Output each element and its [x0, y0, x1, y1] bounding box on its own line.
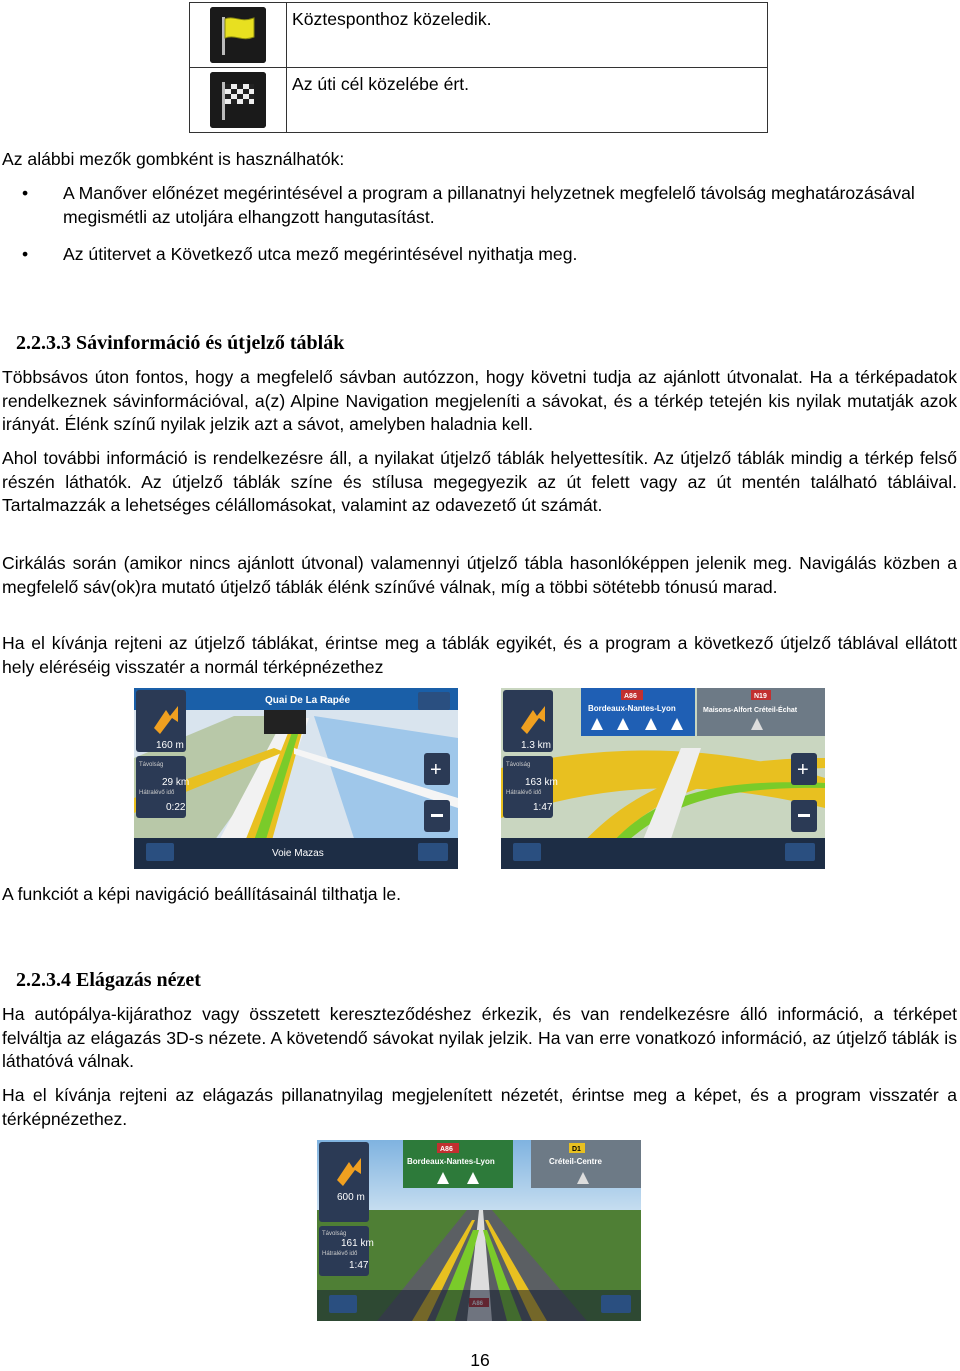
intro-text: Az alábbi mezők gombként is használhatók: [2, 149, 345, 169]
menu-icon[interactable] [146, 843, 174, 861]
svg-text:Távolság: Távolság [322, 1231, 347, 1237]
paragraph: Ha el kívánja rejteni az útjelző táblákat, érintse meg a táblák egyikét, és a program a következő útjelző táblával ellátott hely eléréséig visszatér a normál térképnézethez [2, 633, 957, 677]
distance-readout: 160 m [156, 740, 184, 751]
page-number: 16 [470, 1350, 490, 1370]
paragraph: A funkciót a képi navigáció beállításainál tilthatja le. [2, 884, 402, 904]
menu-icon[interactable] [513, 843, 541, 861]
checkered-flag-icon [210, 72, 266, 128]
svg-text:A86: A86 [624, 693, 637, 700]
svg-text:0:22: 0:22 [166, 802, 186, 813]
sound-icon[interactable] [785, 843, 815, 861]
section-heading: 2.2.3.3 Sávinformáció és útjelző táblák [16, 332, 345, 354]
zoom-in-icon[interactable]: + [797, 759, 809, 781]
paragraph: Többsávos úton fontos, hogy a megfelelő sávban autózzon, hogy követni tudja az ajánlott útvonalat. Ha a térképadatok rendelkeznek sávinformációval, a(z) Alpine Navigation megjeleníti a sávokat, és a térkép tetején kis nyilak mutatják azok irányát. Élénk színű nyilak jelzik azt a sávot, amelyben haladnia kell. [2, 367, 957, 434]
junction-view-screenshot [317, 1140, 641, 1321]
svg-text:Távolság: Távolság [139, 762, 164, 768]
svg-text:Hátralévő idő: Hátralévő idő [139, 790, 175, 796]
yellow-flag-icon [210, 7, 266, 63]
zoom-in-icon[interactable]: + [430, 759, 442, 781]
svg-text:1:47: 1:47 [349, 1260, 369, 1271]
paragraph: Cirkálás során (amikor nincs ajánlott útvonal) valamennyi útjelző tábla hasonlóképpen jelenik meg. Navigálás közben a megfelelő sáv(ok)ra mutató útjelző táblák élénk színűvé válnak, míg a többi sötétebb tónusú marad. [2, 553, 957, 597]
svg-text:Hátralévő idő: Hátralévő idő [322, 1251, 358, 1257]
distance-readout: 1.3 km [521, 740, 552, 751]
street-name: Quai De La Rapée [265, 695, 351, 706]
icon-description: Köztesponthoz közeledik. [287, 3, 768, 68]
bullet-icon: • [22, 183, 29, 203]
signpost-text: Maisons-Alfort Créteil-Échat [703, 707, 798, 714]
svg-text:N19: N19 [754, 693, 767, 700]
svg-text:Hátralévő idő: Hátralévő idő [506, 790, 542, 796]
list-item: • Az útitervet a Következő utca mező megérintésével nyithatja meg. [2, 243, 957, 267]
paragraph: Ha el kívánja rejteni az elágazás pillanatnyilag megjelenített nézetét, érintse meg a képet, és a program visszatér a térképnézethez. [2, 1085, 957, 1129]
distance-readout: 600 m [337, 1192, 365, 1203]
bullet-list [2, 182, 957, 281]
icon-table [189, 2, 768, 133]
signpost-text: Bordeaux-Nantes-Lyon [588, 704, 676, 713]
list-item: • A Manőver előnézet megérintésével a program a pillanatnyi helyzetnek megfelelő távolság meghatározásával megismétli az utoljára elhangzott hangutasítást. [22, 183, 915, 227]
svg-text:D1: D1 [572, 1146, 581, 1153]
svg-text:29 km: 29 km [162, 777, 190, 788]
sound-icon[interactable] [601, 1295, 631, 1313]
svg-text:1:47: 1:47 [533, 802, 553, 813]
svg-text:163 km: 163 km [525, 777, 558, 788]
paragraph: Ha autópálya-kijárathoz vagy összetett kereszteződéshez érkezik, és van rendelkezésre álló információ, a térképet felváltja az elágazás 3D-s nézete. A követendő sávokat nyilak jelzik. Ha van erre vonatkozó információ, az útjelző táblák is láthatóvá válnak. [2, 1004, 957, 1071]
navigation-screenshot-signposts [501, 688, 825, 869]
menu-icon[interactable] [329, 1295, 357, 1313]
zoom-out-icon[interactable] [431, 814, 443, 817]
signpost-text: Créteil-Centre [549, 1157, 602, 1166]
signpost-text: Bordeaux-Nantes-Lyon [407, 1157, 495, 1166]
icon-table-row [190, 68, 768, 133]
zoom-out-icon[interactable] [798, 814, 810, 817]
bottom-street-name: Voie Mazas [272, 848, 324, 859]
svg-text:161 km: 161 km [341, 1238, 374, 1249]
svg-text:A86: A86 [440, 1146, 453, 1153]
icon-description: Az úti cél közelébe ért. [287, 68, 768, 133]
section-heading: 2.2.3.4 Elágazás nézet [16, 969, 201, 991]
icon-table-row [190, 3, 768, 68]
svg-text:Távolság: Távolság [506, 762, 531, 768]
navigation-screenshot-lanes [134, 688, 458, 869]
sound-icon[interactable] [418, 843, 448, 861]
paragraph: Ahol további információ is rendelkezésre áll, a nyilakat útjelző táblák helyettesítik. Az útjelző táblák mindig a térkép felső részén láthatók. Az útjelző táblák színe és stílusa megegyezik az út felett vagy az út mentén található tábláival. Tartalmazzák a lehetséges célállomásokat, valamint az odavezető út számát. [2, 448, 957, 515]
bullet-icon: • [22, 244, 29, 264]
